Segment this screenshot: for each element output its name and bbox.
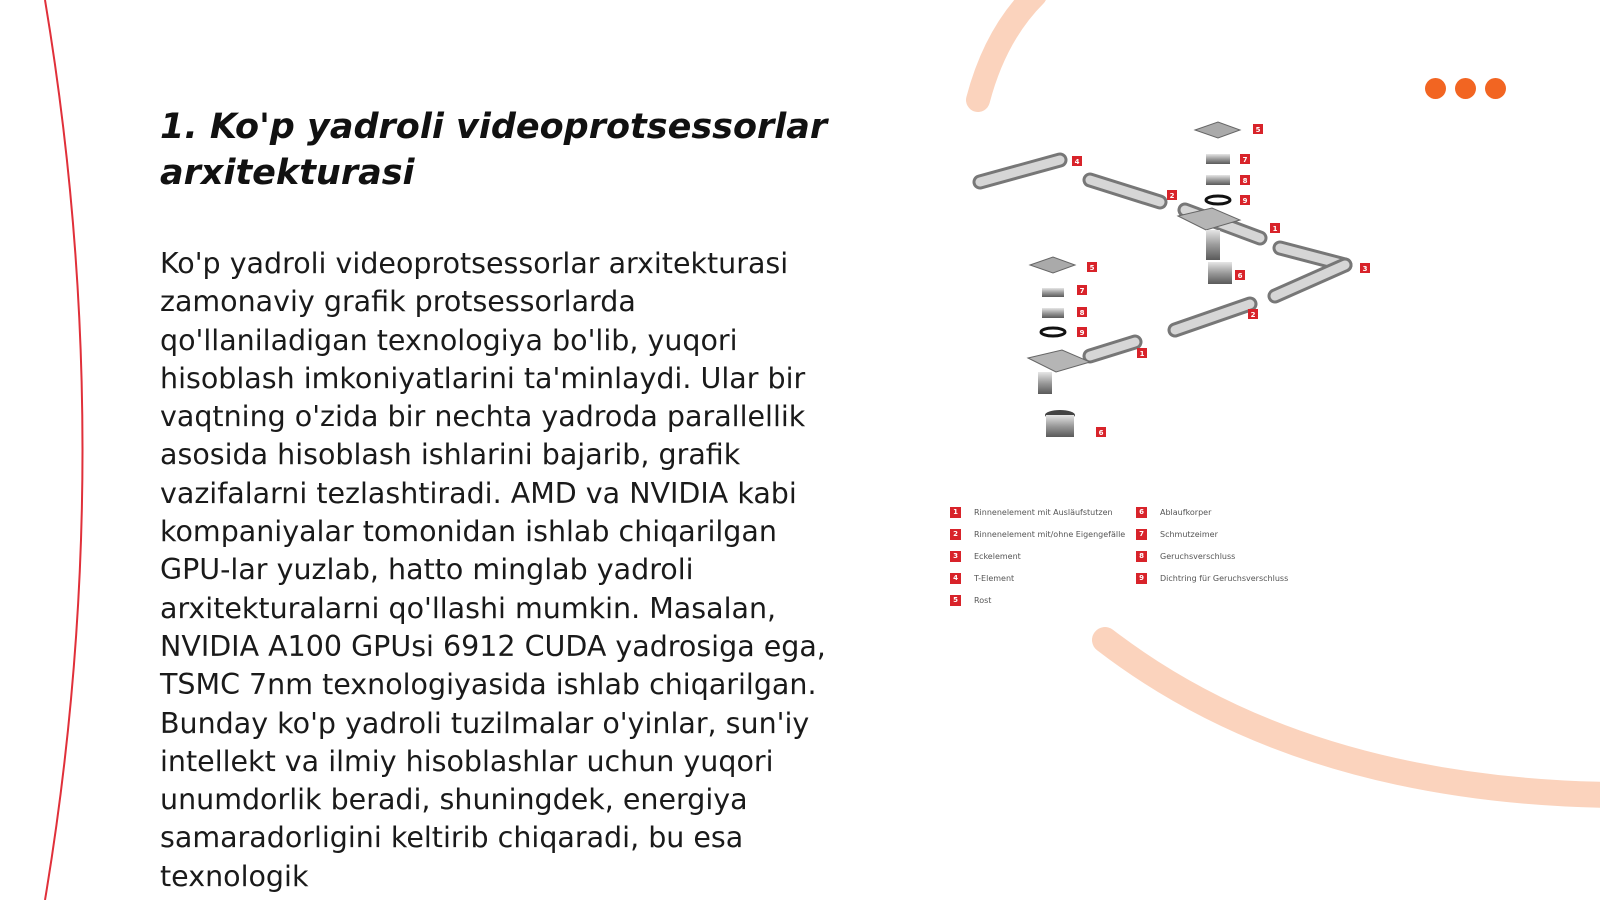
legend-text: Rinnenelement mit/ohne Eigengefälle (974, 529, 1126, 539)
legend-text: Eckelement (974, 551, 1021, 561)
body-paragraph: Ko'p yadroli videoprotsessorlar arxitekturasi zamonaviy grafik protsessorlarda qo'llaniladigan texnologiya bo'lib, yuqori hisoblash imkoniyatlarini ta'minlaydi. Ular bir vaqtning o'zida bir nechta yadroda parallellik asosida hisoblash ishlarini bajarib, grafik vazifalarni tezlashtiradi. AMD va NVIDIA kabi kompaniyalar tomonidan ishlab chiqarilgan GPU-lar yuzlab, hatto minglab yadroli arxitekturalarni qo'llashi mumkin. Masalan, NVIDIA A100 GPUsi 6912 CUDA yadrosiga ega, TSMC 7nm texnologiyasida ishlab chiqarilgan. Bunday ko'p yadroli tuzilmalar o'yinlar, sun'iy intellekt va ilmiy hisoblashlar uchun yuqori unumdorlik beradi, shuningdek, energiya samaradorligini keltirib chiqaradi, bu esa texnologik (160, 247, 826, 893)
legend-number: 5 (950, 595, 961, 606)
callout-label: 9 (1242, 197, 1248, 205)
legend-item (1136, 527, 1322, 541)
legend-text: T-Element (974, 573, 1015, 583)
callout-label: 3 (1362, 265, 1368, 273)
callout-label: 5 (1255, 126, 1261, 134)
legend-item (950, 593, 1136, 607)
callout-label: 8 (1242, 177, 1248, 185)
callout-label: 6 (1098, 429, 1104, 437)
callout-label: 7 (1079, 287, 1085, 295)
legend-number: 9 (1136, 573, 1147, 584)
legend-item (950, 549, 1136, 563)
callout-label: 1 (1139, 350, 1145, 358)
legend-item (950, 505, 1136, 519)
legend-number: 3 (950, 551, 961, 562)
legend-number: 2 (950, 529, 961, 540)
slide-title (160, 104, 860, 196)
callout-label: 1 (1272, 225, 1278, 233)
callout-label: 7 (1242, 156, 1248, 164)
callout-label: 6 (1237, 272, 1243, 280)
channel-pipes (980, 160, 1345, 356)
legend-item (950, 571, 1136, 585)
drainage-system-illustration (950, 110, 1430, 490)
left-curve-line (45, 0, 83, 900)
callout-label: 5 (1089, 264, 1095, 272)
legend-number: 1 (950, 507, 961, 518)
bottom-arc (1105, 640, 1600, 795)
legend-text: Geruchsverschluss (1160, 551, 1236, 561)
legend-item (1136, 571, 1322, 585)
callout-label: 2 (1250, 311, 1256, 319)
title-line-1: 1. Ko'p yadroli videoprotsessorlar (160, 107, 828, 147)
callout-label: 2 (1169, 192, 1175, 200)
callout-label: 8 (1079, 309, 1085, 317)
callout-label: 4 (1074, 158, 1080, 166)
dot-icon (1485, 78, 1506, 99)
legend-text: Dichtring für Geruchsverschluss (1160, 573, 1289, 583)
figure-legend (950, 505, 1330, 607)
legend-number: 7 (1136, 529, 1147, 540)
dot-icon (1425, 78, 1446, 99)
legend-text: Rost (974, 595, 992, 605)
legend-text: Schmutzeimer (1160, 529, 1218, 539)
legend-item (1136, 549, 1322, 563)
legend-item (1136, 505, 1322, 519)
legend-number: 4 (950, 573, 961, 584)
legend-item (950, 527, 1136, 541)
dot-icon (1455, 78, 1476, 99)
legend-text: Rinnenelement mit Ausläufstutzen (974, 507, 1113, 517)
title-line-2: arxitekturasi (160, 153, 415, 193)
legend-text: Ablaufkorper (1160, 507, 1212, 517)
dots-menu-icon (1425, 78, 1506, 99)
top-arc (978, 0, 1035, 100)
callout-label: 9 (1079, 329, 1085, 337)
legend-number: 8 (1136, 551, 1147, 562)
legend-number: 6 (1136, 507, 1147, 518)
